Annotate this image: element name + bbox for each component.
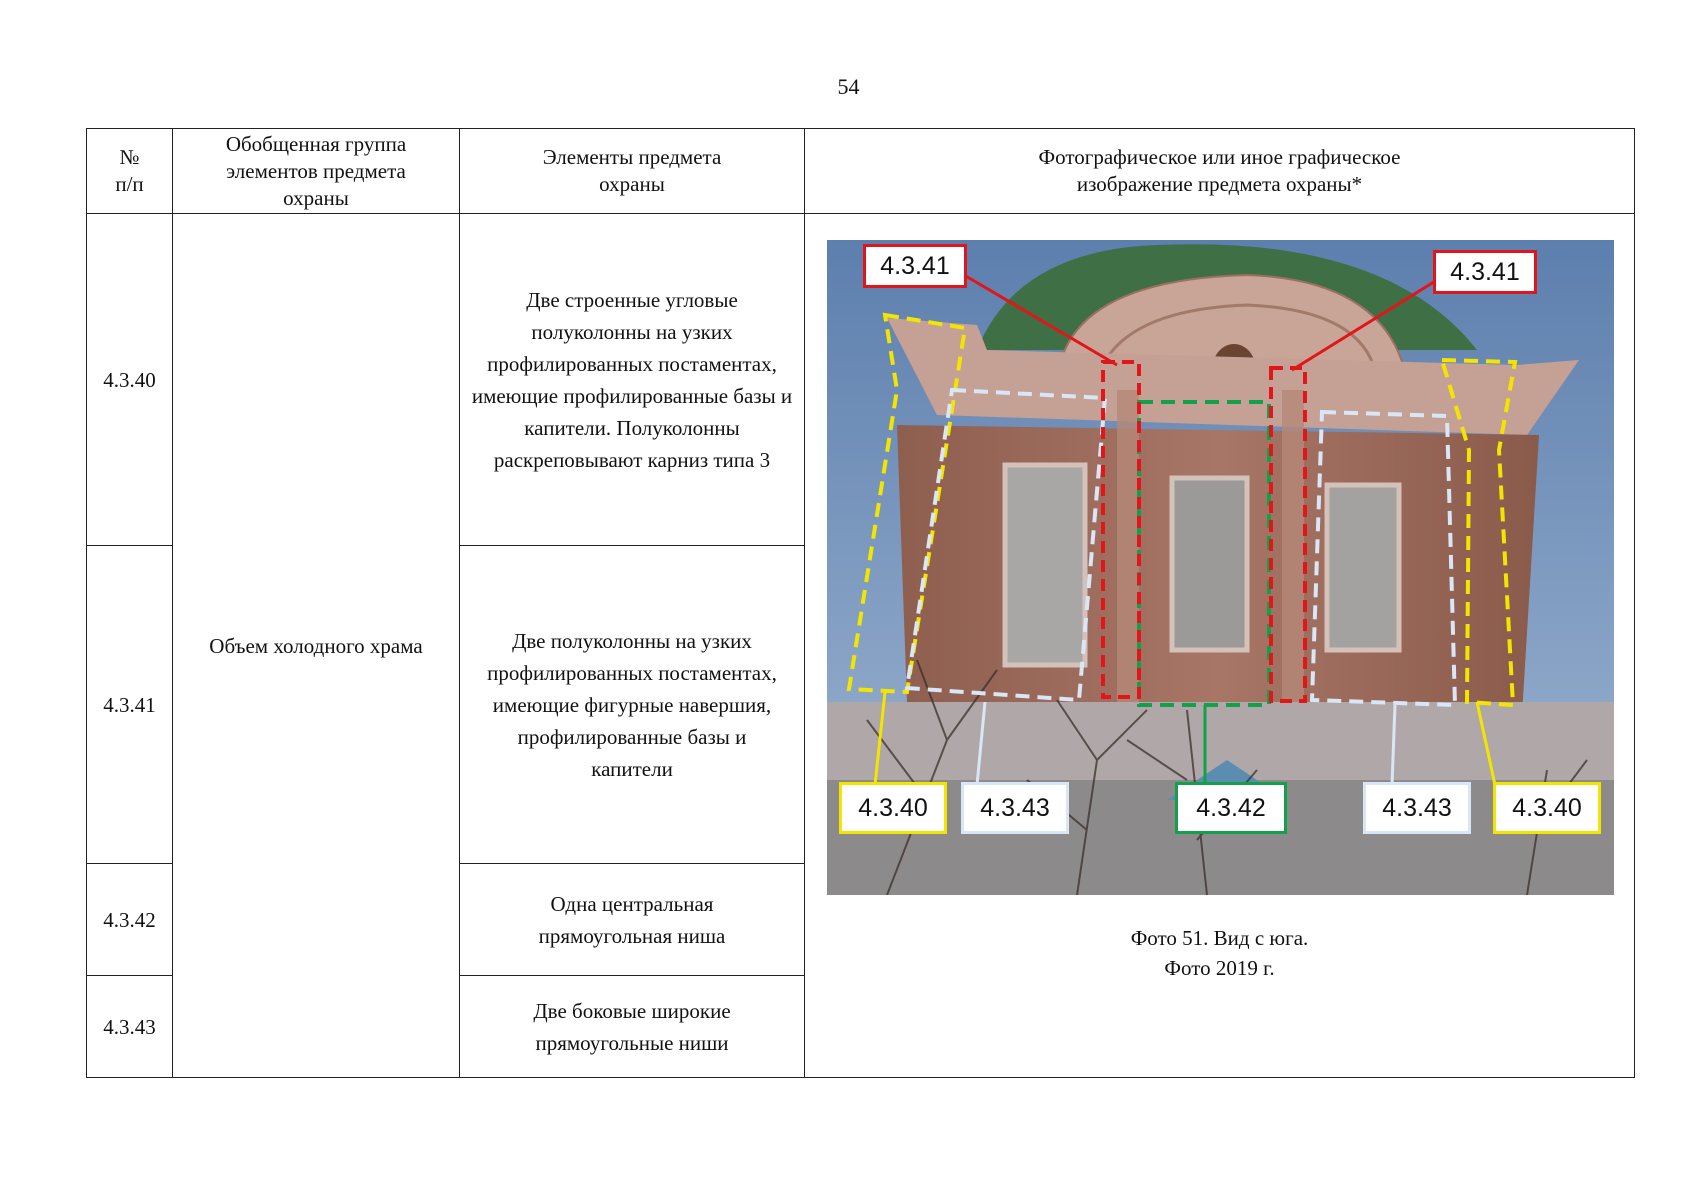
facade-photo <box>827 240 1614 895</box>
row-elements: Одна центральная прямоугольная ниша <box>460 864 805 976</box>
header-elements: Элементы предмета охраны <box>460 129 805 214</box>
protection-table <box>86 128 1635 1078</box>
header-image: Фотографическое или иное графическое изображение предмета охраны* <box>805 129 1635 214</box>
group-cell: Объем холодного храма <box>173 214 460 1078</box>
row-elements: Две полуколонны на узких профилированных постаментах, имеющие фигурные навершия, профилированные базы и капители <box>460 546 805 864</box>
table-header-row <box>87 129 1635 214</box>
row-elements: Две боковые широкие прямоугольные ниши <box>460 976 805 1078</box>
label-4343-right: 4.3.43 <box>1363 782 1471 834</box>
table-row <box>87 214 1635 546</box>
photo-caption <box>805 923 1634 983</box>
caption-line-1: Фото 51. Вид с юга. <box>1130 926 1309 950</box>
label-4342: 4.3.42 <box>1175 782 1287 834</box>
row-num: 4.3.41 <box>87 546 173 864</box>
header-group: Обобщенная группа элементов предмета охраны <box>173 129 460 214</box>
label-4341-right: 4.3.41 <box>1433 250 1537 294</box>
row-num: 4.3.43 <box>87 976 173 1078</box>
caption-line-2: Фото 2019 г. <box>1164 956 1275 980</box>
row-num: 4.3.40 <box>87 214 173 546</box>
label-4340-right: 4.3.40 <box>1493 782 1601 834</box>
label-4341-left: 4.3.41 <box>863 244 967 288</box>
label-4340-left: 4.3.40 <box>839 782 947 834</box>
header-num: № п/п <box>87 129 173 214</box>
photo-cell <box>805 214 1635 1078</box>
row-elements: Две строенные угловые полуколонны на узких профилированных постаментах, имеющие профилированные базы и капители. Полуколонны раскреповывают карниз типа 3 <box>460 214 805 546</box>
label-4343-left: 4.3.43 <box>961 782 1069 834</box>
page-number: 54 <box>837 74 860 99</box>
row-num: 4.3.42 <box>87 864 173 976</box>
